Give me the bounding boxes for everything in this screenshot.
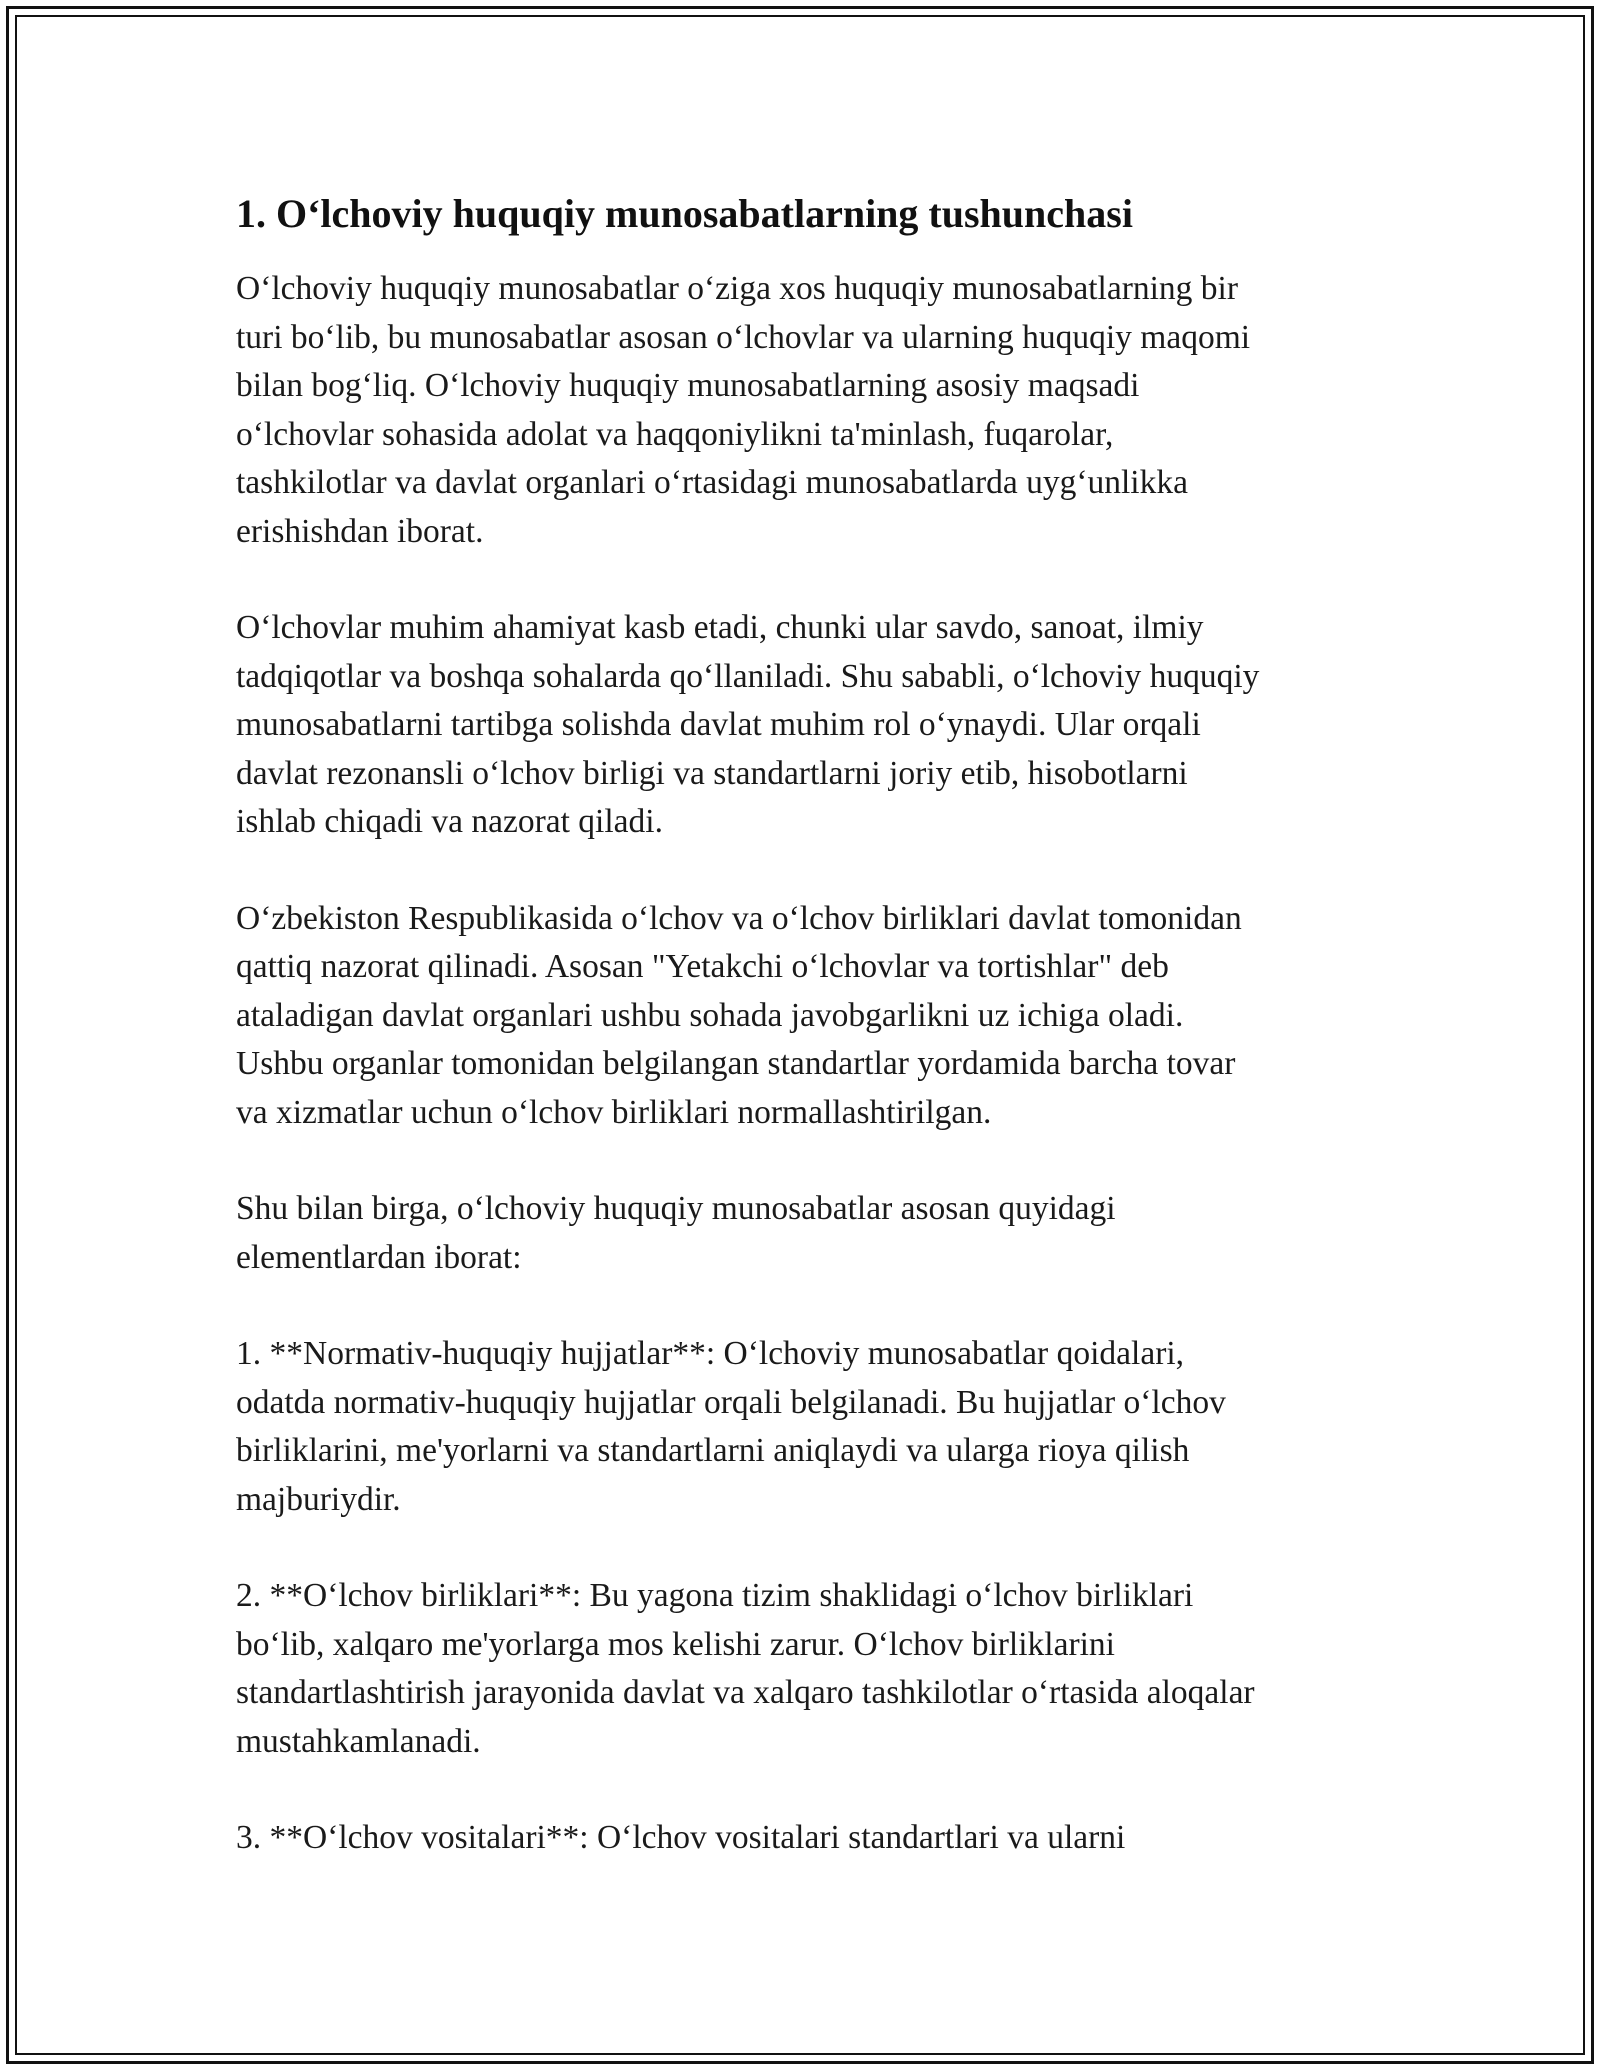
paragraph-elements-intro: Shu bilan birga, o‘lchoviy huquqiy munosabatlar asosan quyidagi elementlardan iborat: [236, 1190, 1116, 1276]
paragraph-intro: O‘lchoviy huquqiy munosabatlar o‘ziga xos huquqiy munosabatlarning bir turi bo‘lib, bu munosabatlar asosan o‘lchovlar va ularning huquqiy maqomi bilan bog‘liq. O‘lchoviy huquqiy munosabatlarning asosiy maqsadi o‘lchovlar sohasida adolat va haqqoniylikni ta'minlash, fuqarolar, tashkilotlar va davlat organlari o‘rtasidagi munosabatlarda uyg‘unlikka erishishdan iborat. [236, 270, 1251, 550]
section-title: 1. O‘lchoviy huquqiy munosabatlarning tushunchasi [236, 191, 1133, 236]
list-item-measurement-instruments: 3. **O‘lchov vositalari**: O‘lchov vositalari standartlari va ularni [236, 1819, 1126, 1856]
paragraph-importance: O‘lchovlar muhim ahamiyat kasb etadi, chunki ular savdo, sanoat, ilmiy tadqiqotlar va boshqa sohalarda qo‘llaniladi. Shu sababli, o‘lchoviy huquqiy munosabatlarni tartibga solishda davlat muhim rol o‘ynaydi. Ular orqali davlat rezonansli o‘lchov birligi va standartlarni joriy etib, hisobotlarni ishlab chiqadi va nazorat qiladi. [236, 609, 1260, 840]
list-item-normative-documents: 1. **Normativ-huquqiy hujjatlar**: O‘lchoviy munosabatlar qoidalari, odatda normativ-huquqiy hujjatlar orqali belgilanadi. Bu hujjatlar o‘lchov birliklarini, me'yorlarni va standartlarni aniqlaydi va ularga rioya qilish majburiydir. [236, 1335, 1226, 1518]
list-item-measurement-units: 2. **O‘lchov birliklari**: Bu yagona tizim shaklidagi o‘lchov birliklari bo‘lib, xalqaro me'yorlarga mos kelishi zarur. O‘lchov birliklarini standartlashtirish jarayonida davlat va xalqaro tashkilotlar o‘rtasida aloqalar mustahkamlanadi. [236, 1577, 1255, 1760]
document-body [236, 185, 1366, 1863]
paragraph-uzbekistan: O‘zbekiston Respublikasida o‘lchov va o‘lchov birliklari davlat tomonidan qattiq nazorat qilinadi. Asosan "Yetakchi o‘lchovlar va tortishlar" deb ataladigan davlat organlari ushbu sohada javobgarlikni uz ichiga oladi. Ushbu organlar tomonidan belgilangan standartlar yordamida barcha tovar va xizmatlar uchun o‘lchov birliklari normallashtirilgan. [236, 899, 1242, 1131]
